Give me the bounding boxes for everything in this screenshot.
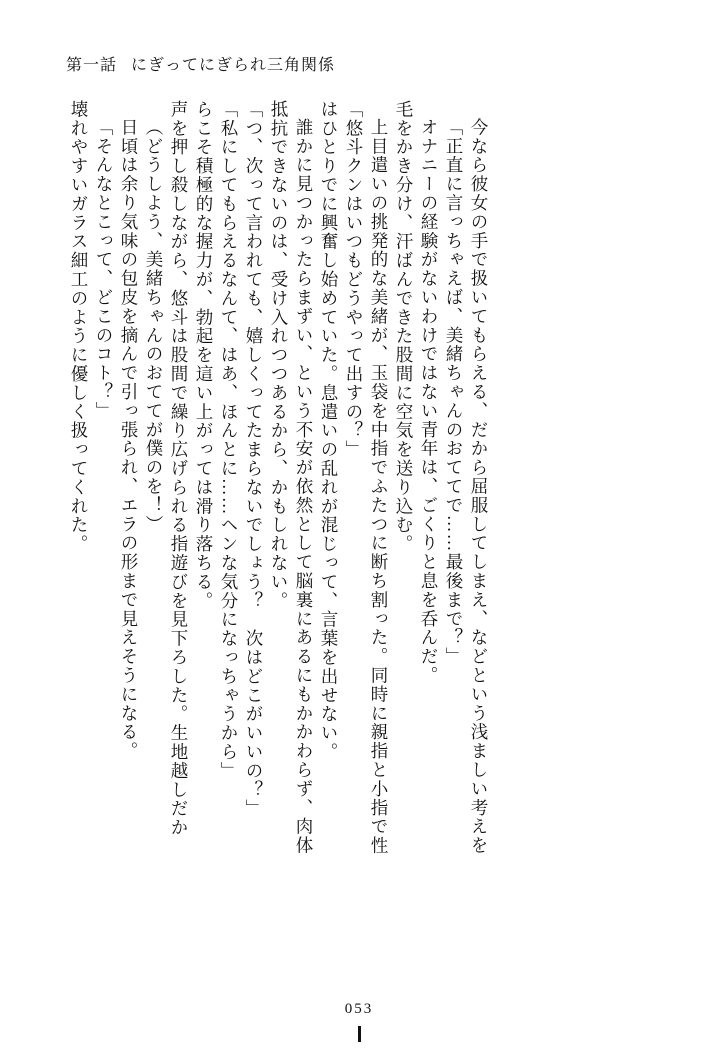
text-column: 「悠斗クンはいつもどうやって出すの？」 (344, 100, 364, 460)
text-column: 抵抗できないのは、受け入れつつあるから、かもしれない。 (269, 100, 289, 611)
text-column: 今なら彼女の手で扱いてもらえる、だから屈服してしまえ、などという浅ましい考えを (469, 118, 489, 856)
text-column: 上目遣いの挑発的な美緒が、玉袋を中指でふたつに断ち割った。同時に親指と小指で性 (369, 118, 389, 856)
text-column: 「そんなとこって、どこのコト？」 (94, 118, 114, 421)
text-column: オナニーの経験がないわけではない青年は、ごくりと息を呑んだ。 (419, 118, 439, 685)
spine-mark (358, 1026, 361, 1042)
text-column: 「私にしてもらえるなんて、はあ、ほんとに……ヘンな気分になっちゃうから」 (219, 100, 239, 781)
text-column: 「正直に言っちゃえば、美緒ちゃんのおててで……最後まで？」 (444, 118, 464, 667)
chapter-title: にぎってにぎられ三角関係 (131, 57, 336, 74)
text-column: 誰かに見つかったらまずい、という不安が依然として脳裏にあるにもかかわらず、肉体 (294, 118, 314, 856)
text-column: 声を押し殺しながら、悠斗は股間で繰り広げられる指遊びを見下ろした。生地越しだか (169, 100, 189, 838)
chapter-number: 第一話 (66, 57, 118, 74)
text-column: らこそ積極的な握力が、勃起を這い上がっては滑り落ちる。 (194, 100, 214, 611)
text-column: 毛をかき分け、汗ばんできた股間に空気を送り込む。 (394, 100, 414, 554)
vertical-body-text (62, 100, 662, 980)
text-column: （どうしよう、美緒ちゃんのおててが僕のを！） (144, 118, 164, 534)
text-column: 「つ、次って言われても、嬉しくってたまらないでしょう？ 次はどこがいいの？」 (244, 100, 264, 819)
text-column: はひとりでに興奮し始めていた。息遣いの乱れが混じって、言葉を出せない。 (319, 100, 339, 762)
running-head (66, 52, 335, 75)
page-number: 053 (344, 1001, 374, 1017)
text-column: 壊れやすいガラス細工のように優しく扱ってくれた。 (69, 100, 89, 554)
text-column: 日頃は余り気味の包皮を摘んで引っ張られ、エラの形まで見えそうになる。 (119, 118, 139, 761)
